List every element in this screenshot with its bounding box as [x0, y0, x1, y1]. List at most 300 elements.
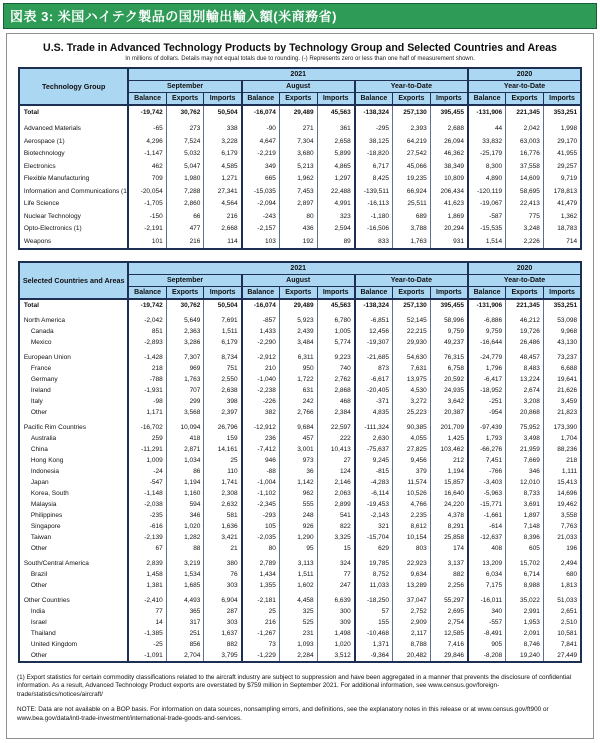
row-label: Israel	[30, 618, 47, 626]
value-cell: 2,897	[279, 198, 317, 211]
measure-header: Imports	[317, 93, 355, 106]
value-cell: 7,148	[506, 521, 544, 532]
value-cell: -616	[128, 521, 166, 532]
value-cell: 2,091	[506, 628, 544, 639]
value-cell: 1,005	[317, 326, 355, 337]
value-cell: 9,223	[317, 352, 355, 363]
value-cell: 22,923	[393, 558, 431, 569]
value-cell: -16,074	[242, 299, 280, 311]
value-cell: -131,906	[468, 299, 506, 311]
measure-header: Balance	[468, 286, 506, 299]
value-cell: 54,630	[393, 352, 431, 363]
value-cell: 15,413	[543, 477, 581, 488]
value-cell: -1,147	[128, 148, 166, 161]
value-cell: 833	[355, 235, 393, 249]
measure-header: Balance	[355, 93, 393, 106]
table-row	[19, 558, 581, 569]
value-cell: 2,063	[317, 488, 355, 499]
value-cell: 398	[204, 396, 242, 407]
value-cell: 73	[242, 639, 280, 650]
row-label: Total	[23, 108, 39, 116]
value-cell: 3,512	[317, 650, 355, 662]
value-cell: 5,213	[279, 160, 317, 173]
value-cell: 1,763	[166, 374, 204, 385]
value-cell: -11,291	[128, 444, 166, 455]
value-cell: 9,719	[543, 173, 581, 186]
value-cell: 323	[317, 210, 355, 223]
value-cell: 77	[317, 569, 355, 580]
value-cell: 3,219	[166, 558, 204, 569]
value-cell: -75,637	[355, 444, 393, 455]
value-cell: 1,009	[128, 455, 166, 466]
value-cell: 418	[166, 433, 204, 444]
value-cell: 1,020	[166, 521, 204, 532]
value-cell: 525	[279, 617, 317, 628]
value-cell: 46,212	[506, 315, 544, 326]
value-cell: 905	[468, 639, 506, 650]
value-cell: 248	[279, 510, 317, 521]
value-cell: -138,324	[355, 299, 393, 311]
value-cell: 5,774	[317, 337, 355, 348]
table-row	[19, 543, 581, 554]
table-header	[19, 262, 581, 299]
value-cell: 19,641	[543, 374, 581, 385]
value-cell: 3,691	[506, 499, 544, 510]
value-cell: 3,568	[166, 407, 204, 418]
value-cell: 16,776	[506, 148, 544, 161]
report-title: U.S. Trade in Advanced Technology Products by Technology Group and Selected Countries and Areas	[43, 42, 557, 54]
value-cell: 2,871	[166, 444, 204, 455]
value-cell: -6,886	[468, 315, 506, 326]
value-cell: 5,032	[166, 148, 204, 161]
value-cell: 2,674	[506, 385, 544, 396]
value-cell: 380	[204, 558, 242, 569]
value-cell: -788	[128, 374, 166, 385]
value-cell: 353,251	[543, 299, 581, 311]
period-header: August	[242, 274, 355, 286]
value-cell: 221,345	[506, 105, 544, 119]
value-cell: 9,684	[279, 422, 317, 433]
value-cell: 7,288	[166, 185, 204, 198]
value-cell: 38,349	[430, 160, 468, 173]
row-label: Hong Kong	[30, 456, 64, 464]
value-cell: 4,865	[317, 160, 355, 173]
value-cell: -2,143	[355, 510, 393, 521]
value-cell: 5,899	[317, 148, 355, 161]
value-cell: 1,111	[543, 466, 581, 477]
value-cell: 6,780	[317, 315, 355, 326]
value-cell: 882	[204, 639, 242, 650]
value-cell: 2,632	[204, 499, 242, 510]
value-cell: 76,315	[430, 352, 468, 363]
value-cell: 19,785	[355, 558, 393, 569]
value-cell: -2,035	[242, 532, 280, 543]
value-cell: 2,042	[506, 123, 544, 136]
value-cell: 27	[317, 455, 355, 466]
value-cell: 2,752	[393, 606, 431, 617]
value-cell: 27,825	[393, 444, 431, 455]
value-cell: 20,294	[430, 223, 468, 236]
value-cell: 45,563	[317, 105, 355, 119]
value-cell: 13,975	[393, 374, 431, 385]
value-cell: 19,240	[506, 650, 544, 662]
value-cell: 1,685	[166, 580, 204, 591]
value-cell: 926	[279, 521, 317, 532]
row-label: Other	[30, 544, 48, 552]
table-row	[19, 444, 581, 455]
value-cell: 7,669	[506, 455, 544, 466]
value-cell: 477	[166, 223, 204, 236]
value-cell: -15,704	[355, 532, 393, 543]
value-cell: 2,668	[204, 223, 242, 236]
row-label: Thailand	[30, 629, 56, 637]
row-label: France	[30, 364, 52, 372]
value-cell: 2,704	[166, 650, 204, 662]
period-header: August	[242, 81, 355, 93]
value-cell: -131,906	[468, 105, 506, 119]
value-cell: 20,868	[506, 407, 544, 418]
value-cell: 8,734	[204, 352, 242, 363]
value-cell: 14,696	[543, 488, 581, 499]
value-cell: -371	[355, 396, 393, 407]
value-cell: 38,125	[355, 135, 393, 148]
value-cell: 408	[468, 543, 506, 554]
period-header: September	[128, 81, 241, 93]
table-row	[19, 422, 581, 433]
table-row	[19, 595, 581, 606]
value-cell: 64,219	[393, 135, 431, 148]
value-cell: 6,688	[543, 363, 581, 374]
table-row	[19, 352, 581, 363]
value-cell: 740	[317, 363, 355, 374]
value-cell: 2,766	[279, 407, 317, 418]
value-cell: -1,102	[242, 488, 280, 499]
table-row	[19, 580, 581, 591]
value-cell: -2,094	[242, 198, 280, 211]
value-cell: 714	[543, 235, 581, 249]
value-cell: 20,482	[393, 650, 431, 662]
value-cell: 20,592	[430, 374, 468, 385]
value-cell: 873	[355, 363, 393, 374]
value-cell: 50,504	[204, 105, 242, 119]
value-cell: -15,035	[242, 185, 280, 198]
value-cell: 14	[128, 617, 166, 628]
value-cell: 33,832	[468, 135, 506, 148]
value-cell: 2,256	[430, 580, 468, 591]
value-cell: 1,636	[204, 521, 242, 532]
row-label: Ireland	[30, 386, 51, 394]
value-cell: 30,762	[166, 299, 204, 311]
value-cell: 2,695	[430, 606, 468, 617]
measure-header: Exports	[506, 93, 544, 106]
value-cell: 365	[166, 606, 204, 617]
value-cell: 775	[506, 210, 544, 223]
value-cell: 11,574	[393, 477, 431, 488]
value-cell: -12,637	[468, 532, 506, 543]
value-cell: 2,868	[317, 385, 355, 396]
row-label: United Kingdom	[30, 640, 78, 648]
table-row	[19, 477, 581, 488]
value-cell: -2,345	[242, 499, 280, 510]
value-cell: -120,119	[468, 185, 506, 198]
value-cell: 22,215	[393, 326, 431, 337]
value-cell: -4,283	[355, 477, 393, 488]
table-row	[19, 639, 581, 650]
value-cell: -235	[128, 510, 166, 521]
footnote-note: NOTE: Data are not available on a BOP basis. For information on data sources, nonsampling errors, and definitions, see the explanatory notes in this release or at www.census.gov/ft900 or www.bea.gov/data/intl-trade-investment/international-trade-goods-and-services.	[17, 706, 549, 723]
value-cell: 2,494	[543, 558, 581, 569]
value-cell: -18,250	[355, 595, 393, 606]
row-label: Opto-Electronics (1)	[23, 225, 82, 233]
row-label: Flexible Manufacturing	[23, 175, 90, 183]
value-cell: 1,381	[128, 580, 166, 591]
value-cell: 89	[317, 235, 355, 249]
value-cell: 44	[468, 123, 506, 136]
value-cell: 25,511	[393, 198, 431, 211]
value-cell: 13,289	[393, 580, 431, 591]
value-cell: -226	[242, 396, 280, 407]
value-cell: 16,640	[430, 488, 468, 499]
value-cell: 9,456	[393, 455, 431, 466]
value-cell: -1,229	[242, 650, 280, 662]
value-cell: -16,074	[242, 105, 280, 119]
value-cell: 221,345	[506, 299, 544, 311]
value-cell: 629	[355, 543, 393, 554]
value-cell: -16,644	[468, 337, 506, 348]
measure-header: Imports	[430, 286, 468, 299]
value-cell: 1,796	[468, 363, 506, 374]
value-cell: 259	[128, 433, 166, 444]
row-label: Total	[23, 301, 39, 309]
value-cell: -6,851	[355, 315, 393, 326]
year-2021-header: 2021	[128, 262, 467, 275]
countries-areas-table	[18, 261, 582, 663]
value-cell: 3,788	[393, 223, 431, 236]
value-cell: -251	[468, 396, 506, 407]
value-cell: 8,396	[506, 532, 544, 543]
value-cell: 379	[393, 466, 431, 477]
value-cell: 25,223	[393, 407, 431, 418]
table-row	[19, 396, 581, 407]
value-cell: 8,752	[355, 569, 393, 580]
table-header	[19, 68, 581, 105]
value-cell: 1,511	[279, 569, 317, 580]
value-cell: 3,001	[279, 444, 317, 455]
value-cell: -97,439	[468, 422, 506, 433]
value-cell: 468	[317, 396, 355, 407]
value-cell: -1,004	[242, 477, 280, 488]
value-cell: 6,311	[279, 352, 317, 363]
value-cell: 67	[128, 543, 166, 554]
table-row	[19, 617, 581, 628]
value-cell: 53,098	[543, 315, 581, 326]
value-cell: 4,296	[128, 135, 166, 148]
table-row	[19, 433, 581, 444]
value-cell: 1,425	[430, 433, 468, 444]
value-cell: 22,597	[317, 422, 355, 433]
row-label: Japan	[30, 478, 49, 486]
value-cell: -25,179	[468, 148, 506, 161]
value-cell: 3,795	[204, 650, 242, 662]
value-cell: 2,384	[317, 407, 355, 418]
value-cell: 178,813	[543, 185, 581, 198]
value-cell: 21,626	[543, 385, 581, 396]
value-cell: -587	[468, 210, 506, 223]
value-cell: 19,235	[393, 173, 431, 186]
value-cell: -18,952	[468, 385, 506, 396]
table-row	[19, 569, 581, 580]
value-cell: 50,504	[204, 299, 242, 311]
value-cell: 7,763	[543, 521, 581, 532]
value-cell: 15,857	[430, 477, 468, 488]
value-cell: 2,658	[317, 135, 355, 148]
row-label: Brazil	[30, 570, 48, 578]
value-cell: 222	[317, 433, 355, 444]
value-cell: 26,094	[430, 135, 468, 148]
value-cell: 457	[279, 433, 317, 444]
value-cell: 4,835	[355, 407, 393, 418]
value-cell: 3,484	[279, 337, 317, 348]
value-cell: 605	[506, 543, 544, 554]
value-cell: -2,181	[242, 595, 280, 606]
value-cell: 2,146	[317, 477, 355, 488]
value-cell: 29,846	[430, 650, 468, 662]
value-cell: 1,534	[166, 569, 204, 580]
value-cell: 247	[317, 580, 355, 591]
value-cell: 6,904	[204, 595, 242, 606]
table-row	[19, 198, 581, 211]
value-cell: 43,130	[543, 337, 581, 348]
value-cell: 271	[279, 123, 317, 136]
value-cell: 946	[242, 455, 280, 466]
table-row	[19, 337, 581, 348]
value-cell: 395,455	[430, 105, 468, 119]
value-cell: 631	[279, 385, 317, 396]
value-cell: 251	[166, 628, 204, 639]
value-cell: 2,630	[355, 433, 393, 444]
value-cell: 7,453	[279, 185, 317, 198]
value-cell: -16,011	[468, 595, 506, 606]
value-cell: -111,324	[355, 422, 393, 433]
row-label: Other	[30, 581, 48, 589]
value-cell: 300	[317, 606, 355, 617]
value-cell: 30,762	[166, 105, 204, 119]
value-cell: -2,038	[128, 499, 166, 510]
value-cell: 4,991	[317, 198, 355, 211]
value-cell: 2,439	[279, 326, 317, 337]
value-cell: 173,390	[543, 422, 581, 433]
value-cell: 2,363	[166, 326, 204, 337]
value-cell: -2,139	[128, 532, 166, 543]
value-cell: -150	[128, 210, 166, 223]
value-cell: 1,869	[430, 210, 468, 223]
measure-header: Exports	[393, 93, 431, 106]
value-cell: 340	[468, 606, 506, 617]
value-cell: 973	[279, 455, 317, 466]
value-cell: 63,003	[506, 135, 544, 148]
value-cell: 3,208	[506, 396, 544, 407]
value-cell: 210	[242, 363, 280, 374]
value-cell: 1,171	[128, 407, 166, 418]
value-cell: 1,355	[242, 580, 280, 591]
value-cell: 803	[393, 543, 431, 554]
value-cell: 76	[204, 569, 242, 580]
value-cell: -15,771	[468, 499, 506, 510]
value-cell: 4,493	[166, 595, 204, 606]
table-row	[19, 223, 581, 236]
value-cell: 3,642	[430, 396, 468, 407]
value-cell: 3,248	[506, 223, 544, 236]
value-cell: 218	[543, 455, 581, 466]
value-cell: 8,988	[506, 580, 544, 591]
value-cell: 321	[355, 521, 393, 532]
value-cell: 46,362	[430, 148, 468, 161]
value-cell: 324	[317, 558, 355, 569]
table-row	[19, 499, 581, 510]
value-cell: 2,594	[317, 223, 355, 236]
value-cell: 3,558	[543, 510, 581, 521]
value-cell: 8,746	[506, 639, 544, 650]
value-cell: 4,890	[468, 173, 506, 186]
measure-header: Balance	[468, 93, 506, 106]
value-cell: 192	[279, 235, 317, 249]
value-cell: 4,585	[204, 160, 242, 173]
measure-header: Exports	[506, 286, 544, 299]
value-cell: 962	[279, 488, 317, 499]
value-cell: 1,194	[430, 466, 468, 477]
value-cell: 707	[166, 385, 204, 396]
value-cell: 15,702	[506, 558, 544, 569]
value-cell: 2,860	[166, 198, 204, 211]
value-cell: 361	[317, 123, 355, 136]
value-cell: -6,114	[355, 488, 393, 499]
value-cell: -857	[242, 315, 280, 326]
label-column-header: Selected Countries and Areas	[19, 262, 129, 299]
value-cell: 27,341	[204, 185, 242, 198]
value-cell: 1,514	[468, 235, 506, 249]
value-cell: 10,809	[430, 173, 468, 186]
value-cell: 80	[242, 543, 280, 554]
value-cell: -24,779	[468, 352, 506, 363]
value-cell: 2,909	[393, 617, 431, 628]
value-cell: 51,033	[543, 595, 581, 606]
value-cell: 931	[430, 235, 468, 249]
value-cell: 21,823	[543, 407, 581, 418]
value-cell: 6,639	[317, 595, 355, 606]
value-cell: 29,170	[543, 135, 581, 148]
value-cell: 174	[430, 543, 468, 554]
value-cell: 3,228	[204, 135, 242, 148]
value-cell: 969	[166, 363, 204, 374]
value-cell: 55,297	[430, 595, 468, 606]
measure-header: Exports	[166, 286, 204, 299]
value-cell: 77	[128, 606, 166, 617]
table-row	[19, 407, 581, 418]
value-cell: 48,457	[506, 352, 544, 363]
value-cell: 19,462	[543, 499, 581, 510]
value-cell: 159	[204, 433, 242, 444]
value-cell: 2,651	[543, 606, 581, 617]
value-cell: -2,893	[128, 337, 166, 348]
row-label: Other Countries	[23, 596, 70, 604]
value-cell: 110	[204, 466, 242, 477]
value-cell: 594	[166, 499, 204, 510]
value-cell: -12,912	[242, 422, 280, 433]
value-cell: 10,154	[393, 532, 431, 543]
row-label: Taiwan	[30, 533, 52, 541]
value-cell: 105	[242, 521, 280, 532]
value-cell: -2,042	[128, 315, 166, 326]
